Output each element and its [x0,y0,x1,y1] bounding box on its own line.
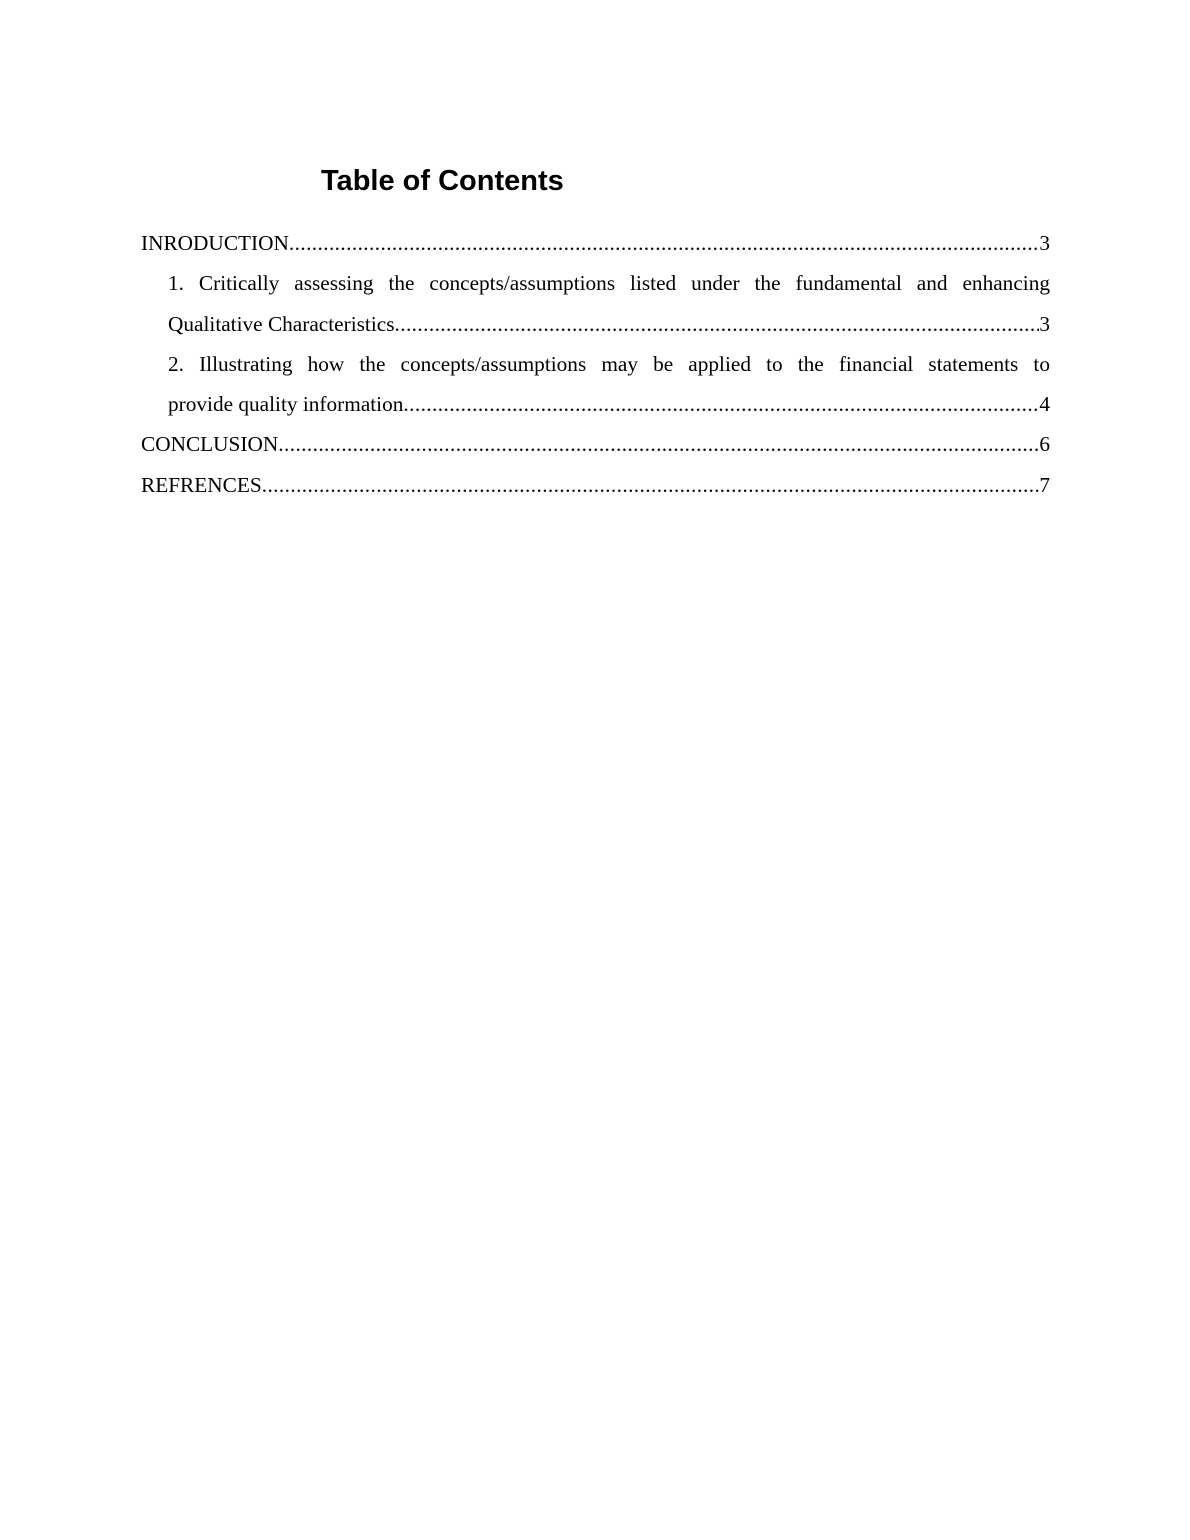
toc-entry-conclusion[interactable] [141,424,1050,464]
dot-leader [403,384,1039,424]
toc-page-number: 7 [1039,472,1050,497]
dot-leader [278,424,1039,464]
toc-page-number: 6 [1039,432,1050,457]
table-of-contents [141,223,1050,505]
dot-leader [262,465,1040,505]
toc-entry-line [141,465,1050,505]
dot-leader [289,223,1039,263]
toc-title: Table of Contents [321,165,564,197]
toc-page-number: 3 [1039,231,1050,255]
toc-entry-line [168,304,1050,344]
toc-page-number: 3 [1039,311,1050,336]
dot-leader [395,304,1040,344]
toc-entry-line [141,424,1050,464]
toc-entry-line [168,384,1050,424]
toc-entry-introduction[interactable] [141,223,1050,263]
toc-entry-section-2[interactable] [168,344,1050,425]
toc-entry-references[interactable] [141,465,1050,505]
toc-entry-title-line2: provide quality information [168,392,404,417]
toc-page-number: 4 [1039,392,1050,417]
toc-entry-title-line1: 2. Illustrating how the concepts/assumptions may be applied to the financial statements to [168,351,1050,376]
toc-entry-line [141,223,1050,263]
toc-entry-title-line1: 1. Critically assessing the concepts/assumptions listed under the fundamental and enhancing [168,271,1050,296]
toc-entry-title: REFRENCES [141,472,262,497]
toc-entry-title: CONCLUSION [141,432,279,457]
toc-entry-section-1[interactable] [168,263,1050,344]
toc-entry-title-line2: Qualitative Characteristics [168,311,395,336]
toc-entry-title: INRODUCTION [141,231,289,255]
